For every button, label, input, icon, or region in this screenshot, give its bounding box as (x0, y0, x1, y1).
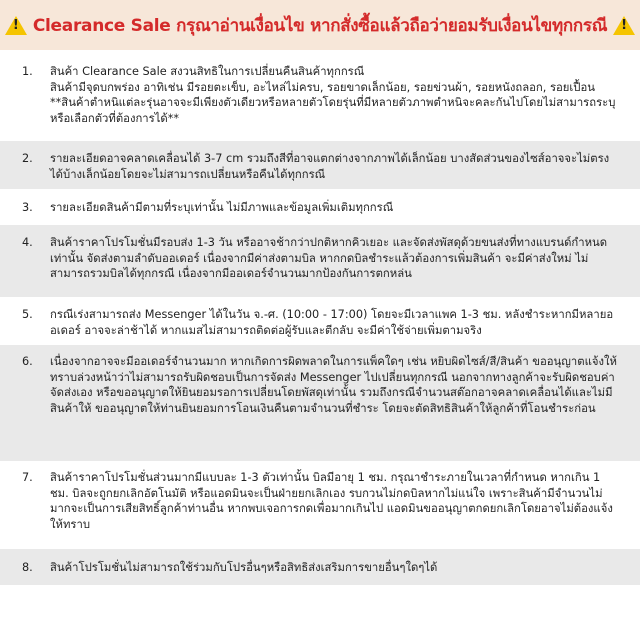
item-number: 4. (22, 236, 33, 249)
header-banner (0, 0, 640, 50)
item-text (50, 470, 622, 532)
condition-item-3 (0, 189, 640, 225)
item-line: เนื่องจากอาจจะมีออเดอร์จำนวนมาก หากเกิดการผิดพลาดในการแพ็คใดๆ เช่น หยิบผิดไซส์/สี/สินค้า ขออนุญาตแจ้งให้ทราบล่วงหน้าว่าไม่สามารถรับผิดชอบเป็นการจัดส่ง Messenger ไปเปลี่ยนทุกกรณี นอกจากทางลูกค้าจะรับผิดชอบค่าจัดส่งเอง หรือขออนุญาตให้ยินยอมรอการเปลี่ยนโดยพัสดุเท่านั้น รวมถึงกรณีจำนวนสต๊อกอาจคลาดเคลื่อนได้และไม่มีสินค้าให้ ขออนุญาตให้ท่านยินยอมการโอนเงินคืนตามจำนวนที่ชำระ โดยจะตัดสิทธิสินค้าให้ลูกค้าที่โอนชำระก่อน (50, 355, 617, 415)
item-line: สินค้ามีจุดบกพร่อง อาทิเช่น มีรอยตะเข็บ, อะไหล่ไม่ครบ, รอยขาดเล็กน้อย, รอยข่วนผ้า, รอยหนังถลอก, รอยเปื้อน (50, 80, 595, 94)
item-text (50, 560, 622, 576)
warning-icon (5, 16, 27, 35)
warning-icon (613, 16, 635, 35)
condition-item-1 (0, 56, 640, 141)
condition-item-7 (0, 461, 640, 549)
condition-item-8 (0, 549, 640, 585)
item-line: สินค้าราคาโปรโมชั่นมีรอบส่ง 1-3 วัน หรืออาจช้ากว่าปกติหากคิวเยอะ และจัดส่งพัสดุด้วยขนส่งที่ทางแบรนด์กำหนดเท่านั้น จัดส่งตามลำดับออเดอร์ เนื่องจากมีค่าส่งตามบิล หากกดบิลชำระแล้วต้องการเพิ่มสินค้า จะมีค่าส่งใหม่ ไม่สามารถรวมบิลได้ทุกกรณี เนื่องจากมีออเดอร์จำนวนมากป้องกันการตกหล่น (50, 236, 608, 280)
page-title: Clearance Sale กรุณาอ่านเงื่อนไข หากสั่งซื้อแล้วถือว่ายอมรับเงื่อนไขทุกกรณี (32, 15, 608, 36)
item-text (50, 354, 622, 416)
item-number: 2. (22, 152, 33, 165)
item-number: 3. (22, 201, 33, 214)
item-number: 5. (22, 308, 33, 321)
item-number: 1. (22, 65, 33, 78)
condition-item-2 (0, 141, 640, 189)
item-text (50, 151, 622, 182)
item-text (50, 235, 622, 282)
item-text (50, 64, 622, 126)
item-number: 6. (22, 355, 33, 368)
item-number: 7. (22, 471, 33, 484)
item-text (50, 200, 622, 216)
condition-item-6 (0, 345, 640, 461)
item-number: 8. (22, 561, 33, 574)
item-line: สินค้าโปรโมชั่นไม่สามารถใช้ร่วมกับโปรอื่นๆหรือสิทธิส่งเสริมการขายอื่นๆใดๆได้ (50, 561, 438, 574)
item-text (50, 307, 622, 338)
item-line: รายละเอียดสินค้ามีตามที่ระบุเท่านั้น ไม่มีภาพและข้อมูลเพิ่มเติมทุกกรณี (50, 201, 394, 214)
condition-item-5 (0, 297, 640, 345)
conditions-list (0, 50, 640, 585)
item-line: สินค้าราคาโปรโมชั่นส่วนมากมีแบบละ 1-3 ตัวเท่านั้น บิลมีอายุ 1 ชม. กรุณาชำระภายในเวลาที่กำหนด หากเกิน 1 ชม. บิลจะถูกยกเลิกอัตโนมัติ หรือแอดมินจะเป็นฝ่ายยกเลิกเอง รบกวนไม่กดบิลหากไม่แน่ใจ เพราะสินค้ามีจำนวนไม่มากจะเป็นการเสียสิทธิ์ลูกค้าท่านอื่น หากพบเจอการกดเพื่อมากเกินไป แอดมินขออนุญาตกดยกเลิกโดยอาจไม่ต้องแจ้งให้ทราบ (50, 471, 613, 531)
condition-item-4 (0, 225, 640, 297)
item-line: กรณีเร่งสามารถส่ง Messenger ได้ในวัน จ.-ศ. (10:00 - 17:00) โดยจะมีเวลาแพค 1-3 ชม. หลังชำระหากมีหลายออเดอร์ อาจจะล่าช้าได้ หากแมสไม่สามารถติดต่อผู้รับและตีกลับ จะมีค่าใช้จ่ายเพิ่มตามจริง (50, 308, 614, 337)
item-line: รายละเอียดอาจคลาดเคลื่อนได้ 3-7 cm รวมถึงสีที่อาจแตกต่างจากภาพได้เล็กน้อย บางสัดส่วนของไซส์อาจจะไม่ตรงได้บ้างเล็กน้อยโดยจะไม่สามารถเปลี่ยนหรือคืนได้ทุกกรณี (50, 152, 610, 181)
item-line: **สินค้าตำหนิแต่ละรุ่นอาจจะมีเพียงตัวเดียวหรือหลายตัวโดยรุ่นที่มีหลายตัวภาพตำหนิจะคละกันไปโดยไม่สามารถระบุหรือเลือกตัวที่ต้องการได้** (50, 96, 616, 125)
item-line: สินค้า Clearance Sale สงวนสิทธิในการเปลี่ยนคืนสินค้าทุกกรณี (50, 65, 365, 78)
